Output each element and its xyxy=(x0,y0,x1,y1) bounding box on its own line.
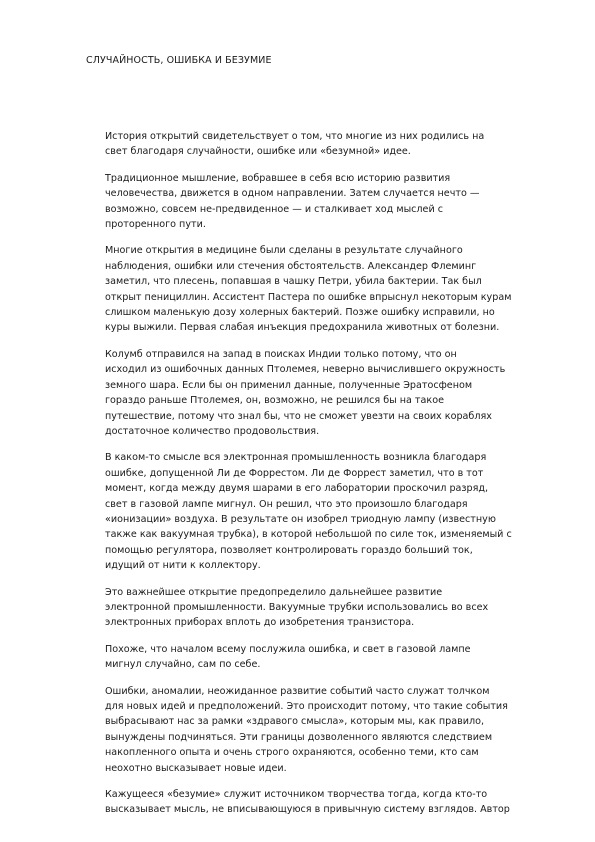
text-line: мигнул случайно, сам по себе. xyxy=(105,659,261,671)
text-line: свет в газовой лампе мигнул. Он решил, что это произошло благодаря xyxy=(105,498,468,510)
text-line: слишком маленькую дозу холерных бактерий. Позже ошибку исправили, но xyxy=(105,307,495,319)
text-line: заметил, что плесень, попавшая в чашку Петри, убила бактерии. Так был xyxy=(105,276,482,288)
text-line: ошибке, допущенной Ли де Форрестом. Ли де Форрест заметил, что в тот xyxy=(105,467,484,479)
text-line: Колумб отправился на запад в поисках Индии только потому, что он xyxy=(105,348,457,360)
paragraph xyxy=(86,243,552,335)
paragraph xyxy=(86,642,552,673)
text-line: для новых идей и предположений. Это происходит потому, что такие события xyxy=(105,701,508,712)
document-title: СЛУЧАЙНОСТЬ, ОШИБКА И БЕЗУМИЕ xyxy=(86,55,272,66)
text-line: также как вакуумная трубка), в которой небольшой по силе ток, изменяемый с xyxy=(105,529,512,541)
text-line: открыт пенициллин. Ассистент Пастера по ошибке впрыснул некоторым курам xyxy=(105,291,512,303)
text-line: электронных приборах вплоть до изобретения транзистора. xyxy=(105,617,415,629)
paragraph xyxy=(86,129,552,160)
paragraph xyxy=(86,585,552,631)
paragraph xyxy=(86,684,552,776)
text-line: В каком-то смысле вся электронная промышленность возникла благодаря xyxy=(105,452,487,464)
paragraph xyxy=(86,347,552,439)
text-line: земного шара. Если бы он применил данные, полученные Эратосфеном xyxy=(105,379,473,391)
text-line: идущий от нити к коллектору. xyxy=(105,560,261,572)
text-line: История открытий свидетельствует о том, что многие из них родились на xyxy=(105,131,485,142)
text-line: путешествие, потому что знал бы, что не сможет увезти на своих кораблях xyxy=(105,410,492,422)
text-line: вынуждены подчиняться. Эти границы дозволенного являются следствием xyxy=(105,731,493,743)
text-line: Ошибки, аномалии, неожиданное развитие событий часто служат толчком xyxy=(105,685,490,697)
text-line: проторенного пути. xyxy=(105,219,206,231)
text-line: накопленного опыта и очень строго охраняются, особенно теми, кто сам xyxy=(105,747,479,759)
text-line: высказывает мысль, не вписывающуюся в привычную систему взглядов. Автор xyxy=(105,804,510,816)
text-line: Это важнейшее открытие предопределило дальнейшее развитие xyxy=(105,586,443,598)
text-line: Кажущееся «безумие» служит источником творчества тогда, когда кто-то xyxy=(105,789,488,801)
text-line: помощью регулятора, позволяет контролировать гораздо больший ток, xyxy=(105,544,473,556)
text-line: человечества, движется в одном направлении. Затем случается нечто — xyxy=(105,188,480,200)
text-line: Многие открытия в медицине были сделаны в результате случайного xyxy=(105,245,463,257)
text-line: достаточное количество продовольствия. xyxy=(105,425,320,437)
text-line: Традиционное мышление, вобравшее в себя всю историю развития xyxy=(105,172,451,184)
text-line: «ионизации» воздуха. В результате он изобрел триодную лампу (известную xyxy=(105,513,496,525)
text-line: возможно, совсем не-предвиденное — и сталкивает ход мыслей с xyxy=(105,203,444,215)
text-line: выбрасывают нас за рамки «здравого смысла», которым мы, как правило, xyxy=(105,716,485,728)
paragraph xyxy=(86,171,552,233)
document-body xyxy=(86,129,552,829)
text-line: свет благодаря случайности, ошибке или «безумной» идее. xyxy=(105,146,411,158)
text-line: неохотно высказывает новые идеи. xyxy=(105,762,287,774)
paragraph xyxy=(86,787,552,818)
text-line: наблюдения, ошибки или стечения обстоятельств. Александер Флеминг xyxy=(105,260,477,272)
text-line: исходил из ошибочных данных Птолемея, неверно вычислившего окружность xyxy=(105,364,506,376)
text-line: Похоже, что началом всему послужила ошибка, и свет в газовой лампе xyxy=(105,643,471,655)
paragraph xyxy=(86,450,552,573)
text-line: гораздо раньше Птолемея, он, возможно, не решился бы на такое xyxy=(105,395,444,407)
text-line: куры выжили. Первая слабая инъекция предохранила животных от болезни. xyxy=(105,322,500,334)
text-line: электронной промышленности. Вакуумные трубки использовались во всех xyxy=(105,601,489,613)
text-line: момент, когда между двумя шарами в его лаборатории проскочил разряд, xyxy=(105,483,489,495)
